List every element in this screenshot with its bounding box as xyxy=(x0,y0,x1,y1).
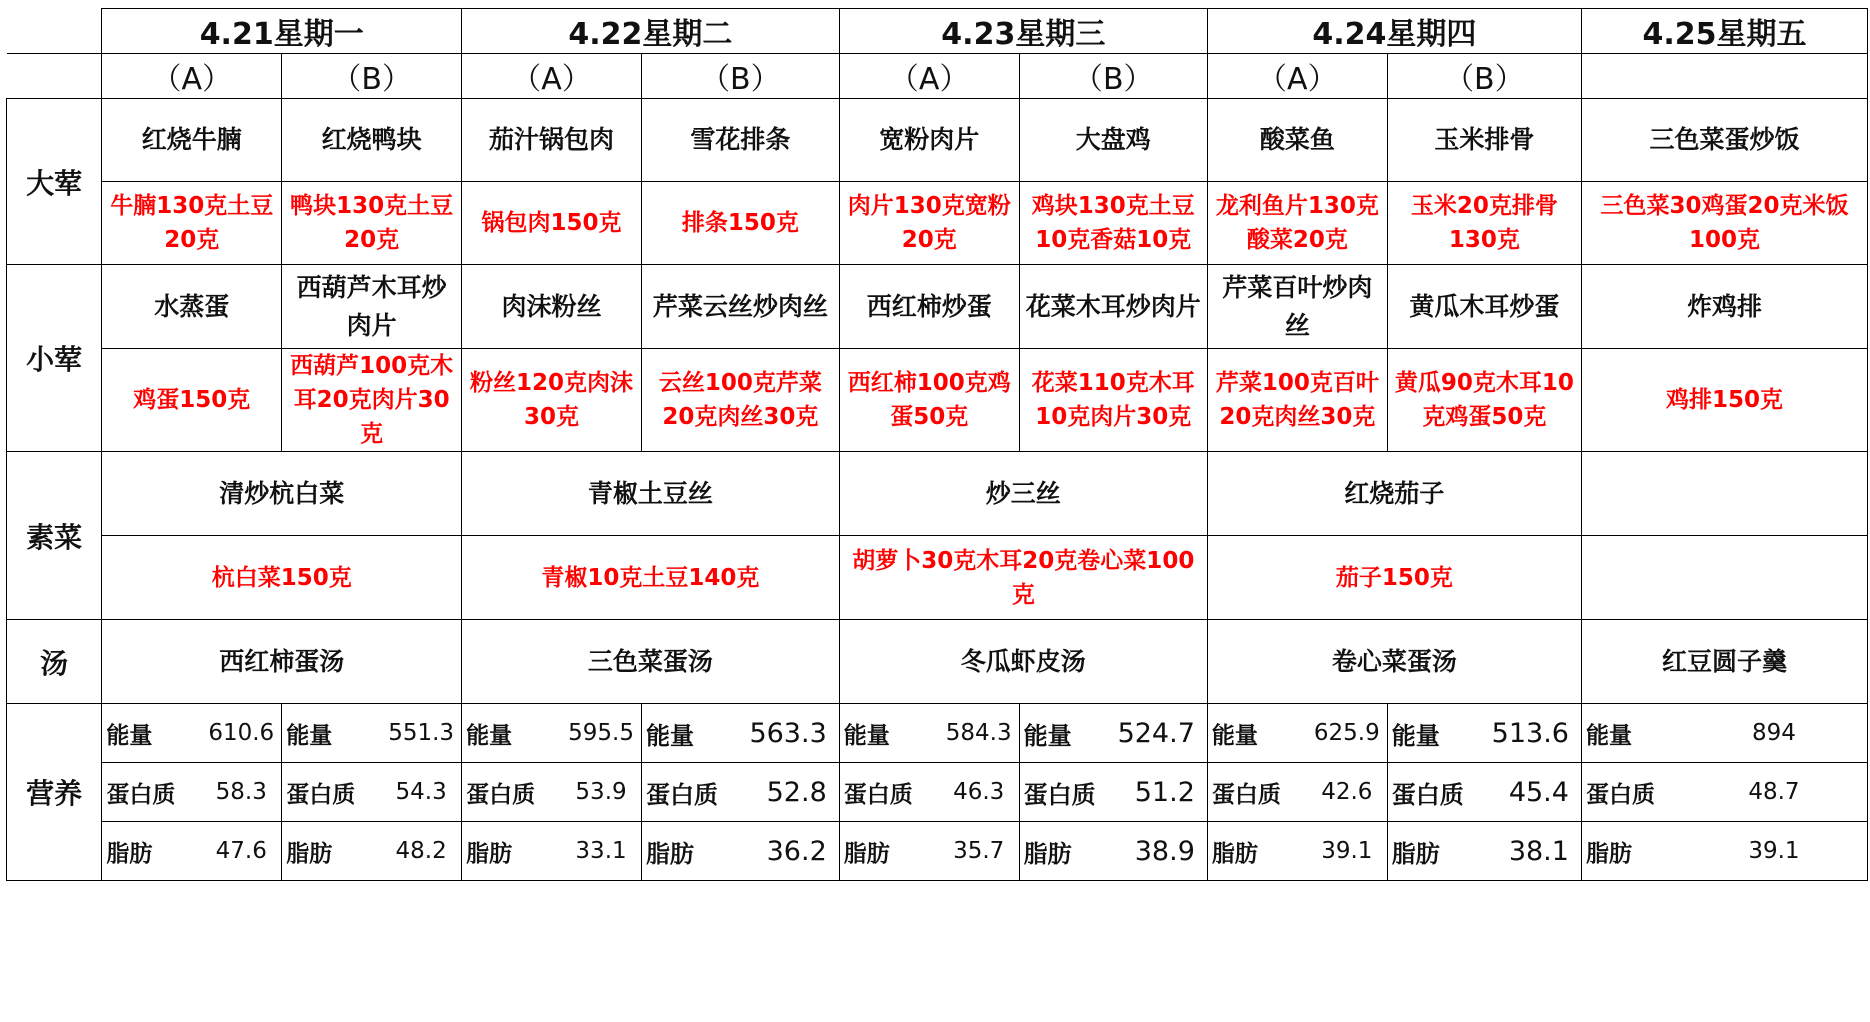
main-ingredient-row xyxy=(7,182,1868,265)
nutrition-cell xyxy=(1019,704,1207,881)
soup-name: 三色菜蛋汤 xyxy=(462,620,840,704)
fat-label: 脂肪 xyxy=(286,840,333,867)
energy-row xyxy=(282,704,461,762)
energy-label: 能量 xyxy=(1023,721,1072,750)
energy-value: 595.5 xyxy=(568,720,634,746)
main-dish: 大盘鸡 xyxy=(1019,99,1207,182)
nutrition-cell xyxy=(1387,704,1581,881)
protein-value: 53.9 xyxy=(575,779,627,805)
energy-label: 能量 xyxy=(843,722,890,749)
protein-label: 蛋白质 xyxy=(843,781,913,808)
protein-label: 蛋白质 xyxy=(1211,781,1281,808)
option-b: （B） xyxy=(1019,54,1207,99)
nutrition-cell xyxy=(641,704,839,881)
nutrition-cell xyxy=(1207,704,1387,881)
energy-value: 610.6 xyxy=(208,720,275,746)
energy-label: 能量 xyxy=(1391,721,1440,750)
energy-row xyxy=(840,704,1019,762)
main-ingredient: 牛腩130克土豆20克 xyxy=(102,182,282,265)
fat-label: 脂肪 xyxy=(1023,839,1072,868)
row-label-main: 大荤 xyxy=(7,99,102,265)
fat-label: 脂肪 xyxy=(1211,840,1258,867)
energy-row xyxy=(1582,704,1867,762)
day-header: 4.22星期二 xyxy=(462,9,840,54)
protein-label: 蛋白质 xyxy=(106,781,176,808)
protein-label: 蛋白质 xyxy=(645,780,718,809)
row-label-soup: 汤 xyxy=(7,620,102,704)
option-b: （B） xyxy=(1387,54,1581,99)
option-header-row xyxy=(7,54,1868,99)
side-dish: 炸鸡排 xyxy=(1581,265,1867,349)
side-ingredient: 西红柿100克鸡蛋50克 xyxy=(839,349,1019,452)
fat-label: 脂肪 xyxy=(1391,839,1440,868)
energy-label: 能量 xyxy=(1585,722,1632,749)
main-ingredient: 排条150克 xyxy=(641,182,839,265)
fat-label: 脂肪 xyxy=(1585,840,1632,867)
fat-row xyxy=(1582,821,1867,880)
side-dish: 西葫芦木耳炒肉片 xyxy=(282,265,462,349)
fat-row xyxy=(1388,821,1581,880)
energy-label: 能量 xyxy=(645,721,694,750)
main-ingredient: 三色菜30鸡蛋20克米饭100克 xyxy=(1581,182,1867,265)
fat-value: 33.1 xyxy=(575,838,627,864)
fat-label: 脂肪 xyxy=(843,840,890,867)
protein-value: 48.7 xyxy=(1748,779,1800,805)
energy-value: 513.6 xyxy=(1491,717,1569,749)
main-dish: 酸菜鱼 xyxy=(1207,99,1387,182)
protein-label: 蛋白质 xyxy=(466,781,536,808)
fat-row xyxy=(102,821,281,880)
main-ingredient: 龙利鱼片130克酸菜20克 xyxy=(1207,182,1387,265)
veg-ingredient: 青椒10克土豆140克 xyxy=(462,536,840,620)
main-dish: 红烧鸭块 xyxy=(282,99,462,182)
main-dish: 宽粉肉片 xyxy=(839,99,1019,182)
main-ingredient: 肉片130克宽粉20克 xyxy=(839,182,1019,265)
fat-label: 脂肪 xyxy=(106,840,153,867)
day-header: 4.23星期三 xyxy=(839,9,1207,54)
protein-row xyxy=(1582,762,1867,821)
protein-label: 蛋白质 xyxy=(286,781,356,808)
side-dish: 西红柿炒蛋 xyxy=(839,265,1019,349)
side-ingredient: 鸡蛋150克 xyxy=(102,349,282,452)
energy-row xyxy=(1208,704,1387,762)
nutrition-row xyxy=(7,704,1868,881)
soup-name: 冬瓜虾皮汤 xyxy=(839,620,1207,704)
fat-label: 脂肪 xyxy=(645,839,694,868)
option-a: （A） xyxy=(1207,54,1387,99)
energy-row xyxy=(102,704,281,762)
energy-row xyxy=(1388,704,1581,762)
energy-value: 894 xyxy=(1752,720,1796,746)
protein-value: 45.4 xyxy=(1508,776,1569,808)
option-b: （B） xyxy=(641,54,839,99)
option-b: （B） xyxy=(282,54,462,99)
soup-row xyxy=(7,620,1868,704)
weekly-menu-table xyxy=(6,8,1868,881)
protein-label: 蛋白质 xyxy=(1391,780,1464,809)
fat-value: 38.1 xyxy=(1508,835,1569,867)
fat-row xyxy=(840,821,1019,880)
side-dish: 黄瓜木耳炒蛋 xyxy=(1387,265,1581,349)
energy-label: 能量 xyxy=(286,722,333,749)
side-ingredient: 西葫芦100克木耳20克肉片30克 xyxy=(282,349,462,452)
veg-dish: 清炒杭白菜 xyxy=(102,452,462,536)
veg-dish: 炒三丝 xyxy=(839,452,1207,536)
main-ingredient: 锅包肉150克 xyxy=(462,182,642,265)
fat-row xyxy=(282,821,461,880)
fat-value: 48.2 xyxy=(395,838,447,864)
fat-value: 35.7 xyxy=(953,838,1005,864)
veg-ingredient: 胡萝卜30克木耳20克卷心菜100克 xyxy=(839,536,1207,620)
fat-row xyxy=(1208,821,1387,880)
energy-value: 551.3 xyxy=(388,720,455,746)
energy-row xyxy=(462,704,641,762)
side-ingredient: 芹菜100克百叶20克肉丝30克 xyxy=(1207,349,1387,452)
protein-value: 54.3 xyxy=(395,779,447,805)
energy-row xyxy=(1020,704,1207,762)
fat-value: 39.1 xyxy=(1321,838,1373,864)
nutrition-cell xyxy=(839,704,1019,881)
day-header: 4.21星期一 xyxy=(102,9,462,54)
protein-label: 蛋白质 xyxy=(1585,781,1655,808)
day-header-row xyxy=(7,9,1868,54)
row-label-side: 小荤 xyxy=(7,265,102,452)
energy-value: 563.3 xyxy=(749,717,827,749)
day-header: 4.24星期四 xyxy=(1207,9,1581,54)
soup-name: 西红柿蛋汤 xyxy=(102,620,462,704)
main-dish: 茄汁锅包肉 xyxy=(462,99,642,182)
fat-row xyxy=(642,821,839,880)
veg-ingredient: 茄子150克 xyxy=(1207,536,1581,620)
protein-row xyxy=(282,762,461,821)
protein-row xyxy=(642,762,839,821)
main-dish: 雪花排条 xyxy=(641,99,839,182)
soup-name: 卷心菜蛋汤 xyxy=(1207,620,1581,704)
side-dish: 芹菜云丝炒肉丝 xyxy=(641,265,839,349)
energy-value: 625.9 xyxy=(1313,720,1380,746)
nutrition-cell xyxy=(1581,704,1867,881)
row-label-nutrition: 营养 xyxy=(7,704,102,881)
protein-value: 58.3 xyxy=(215,779,267,805)
option-a: （A） xyxy=(462,54,642,99)
veg-ingredient-row xyxy=(7,536,1868,620)
veg-dish: 红烧茄子 xyxy=(1207,452,1581,536)
day-header: 4.25星期五 xyxy=(1581,9,1867,54)
fat-value: 47.6 xyxy=(215,838,267,864)
side-ingredient: 花菜110克木耳10克肉片30克 xyxy=(1019,349,1207,452)
veg-ingredient: 杭白菜150克 xyxy=(102,536,462,620)
side-dish: 花菜木耳炒肉片 xyxy=(1019,265,1207,349)
main-dish: 玉米排骨 xyxy=(1387,99,1581,182)
protein-row xyxy=(1020,762,1207,821)
side-ingredient-row xyxy=(7,349,1868,452)
protein-row xyxy=(462,762,641,821)
energy-value: 584.3 xyxy=(945,720,1012,746)
protein-row xyxy=(102,762,281,821)
main-dish: 红烧牛腩 xyxy=(102,99,282,182)
option-empty xyxy=(1581,54,1867,99)
side-ingredient: 粉丝120克肉沫30克 xyxy=(462,349,642,452)
protein-label: 蛋白质 xyxy=(1023,780,1096,809)
fat-row xyxy=(1020,821,1207,880)
protein-row xyxy=(1208,762,1387,821)
side-ingredient: 云丝100克芹菜20克肉丝30克 xyxy=(641,349,839,452)
nutrition-cell xyxy=(102,704,282,881)
side-dish-row xyxy=(7,265,1868,349)
corner-cell xyxy=(7,54,102,99)
side-dish: 肉沫粉丝 xyxy=(462,265,642,349)
veg-dish xyxy=(1581,452,1867,536)
fat-value: 39.1 xyxy=(1748,838,1800,864)
fat-value: 36.2 xyxy=(766,835,827,867)
energy-value: 524.7 xyxy=(1117,717,1195,749)
veg-dish-row xyxy=(7,452,1868,536)
side-ingredient: 黄瓜90克木耳10克鸡蛋50克 xyxy=(1387,349,1581,452)
protein-value: 51.2 xyxy=(1134,776,1195,808)
nutrition-cell xyxy=(462,704,642,881)
protein-value: 42.6 xyxy=(1321,779,1373,805)
main-dish: 三色菜蛋炒饭 xyxy=(1581,99,1867,182)
protein-value: 52.8 xyxy=(766,776,827,808)
side-dish: 芹菜百叶炒肉丝 xyxy=(1207,265,1387,349)
protein-row xyxy=(1388,762,1581,821)
main-ingredient: 鸭块130克土豆20克 xyxy=(282,182,462,265)
fat-value: 38.9 xyxy=(1134,835,1195,867)
nutrition-cell xyxy=(282,704,462,881)
fat-label: 脂肪 xyxy=(466,840,513,867)
energy-label: 能量 xyxy=(1211,722,1258,749)
option-a: （A） xyxy=(839,54,1019,99)
side-ingredient: 鸡排150克 xyxy=(1581,349,1867,452)
main-dish-row xyxy=(7,99,1868,182)
energy-row xyxy=(642,704,839,762)
option-a: （A） xyxy=(102,54,282,99)
energy-label: 能量 xyxy=(466,722,513,749)
protein-row xyxy=(840,762,1019,821)
soup-name: 红豆圆子羹 xyxy=(1581,620,1867,704)
protein-value: 46.3 xyxy=(953,779,1005,805)
energy-label: 能量 xyxy=(106,722,153,749)
fat-row xyxy=(462,821,641,880)
main-ingredient: 鸡块130克土豆10克香菇10克 xyxy=(1019,182,1207,265)
corner-cell xyxy=(7,9,102,54)
row-label-veg: 素菜 xyxy=(7,452,102,620)
main-ingredient: 玉米20克排骨130克 xyxy=(1387,182,1581,265)
veg-ingredient xyxy=(1581,536,1867,620)
side-dish: 水蒸蛋 xyxy=(102,265,282,349)
veg-dish: 青椒土豆丝 xyxy=(462,452,840,536)
